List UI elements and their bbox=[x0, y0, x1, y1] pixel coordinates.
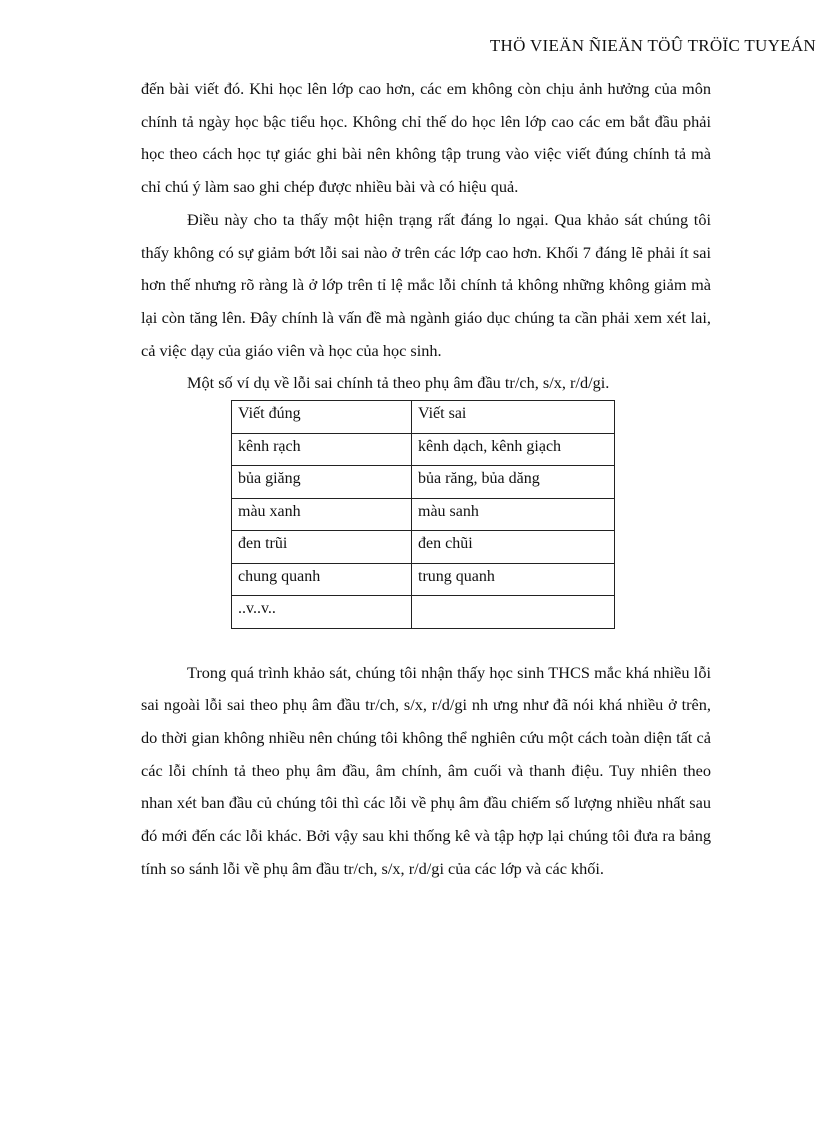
table-row bbox=[232, 596, 615, 629]
paragraph-2: Điều này cho ta thấy một hiện trạng rất đáng lo ngại. Qua khảo sát chúng tôi thấy không có sự giảm bớt lỗi sai nào ở trên các lớp cao hơn. Khối 7 đáng lẽ phải ít sai hơn thế nhưng rõ ràng là ở lớp trên tỉ lệ mắc lỗi chính tả không những không giảm mà lại còn tăng lên. Đây chính là vấn đề mà ngành giáo dục chúng ta cần phải xem xét lai, cả việc dạy của giáo viên và học của học sinh. bbox=[141, 209, 711, 360]
page-header: THÖ VIEÄN ÑIEÄN TÖÛ TRÖÏC TUYEÁN bbox=[489, 36, 816, 55]
table-header-row bbox=[232, 401, 615, 434]
table-row bbox=[232, 433, 615, 466]
table-caption: Một số ví dụ về lỗi sai chính tả theo phụ âm đầu tr/ch, s/x, r/d/gi. bbox=[187, 373, 610, 393]
table-row bbox=[232, 466, 615, 499]
cell-incorrect: trung quanh bbox=[412, 563, 615, 596]
cell-correct: màu xanh bbox=[232, 498, 412, 531]
column-header-incorrect: Viết sai bbox=[412, 401, 615, 434]
column-header-correct: Viết đúng bbox=[232, 401, 412, 434]
cell-correct: ..v..v.. bbox=[232, 596, 412, 629]
cell-correct: kênh rạch bbox=[232, 433, 412, 466]
cell-correct: đen trũi bbox=[232, 531, 412, 564]
paragraph-1: đến bài viết đó. Khi học lên lớp cao hơn, các em không còn chịu ảnh hưởng của môn chính tả ngày học bậc tiểu học. Không chỉ thế do học lên lớp cao các em bắt đầu phải học theo cách học tự giác ghi bài nên không tập trung vào việc viết đúng chính tả mà chỉ chú ý làm sao ghi chép được nhiều bài và có hiệu quả. bbox=[141, 79, 711, 197]
spelling-examples-table bbox=[231, 400, 615, 629]
cell-incorrect: đen chũi bbox=[412, 531, 615, 564]
cell-correct: bủa giăng bbox=[232, 466, 412, 499]
cell-correct: chung quanh bbox=[232, 563, 412, 596]
paragraph-3: Trong quá trình khảo sát, chúng tôi nhận thấy học sinh THCS mắc khá nhiều lỗi sai ngoài lỗi sai theo phụ âm đầu tr/ch, s/x, r/d/gi nh ưng như đã nói khá nhiều ở trên, do thời gian không nhiều nên chúng tôi không thể nghiên cứu một cách toàn diện tất cả các lỗi chính tả theo phụ âm đầu, âm chính, âm cuối và thanh điệu. Tuy nhiên theo nhan xét ban đầu củ chúng tôi thì các lỗi về phụ âm đầu chiếm số lượng nhiều nhất sau đó mới đến các lỗi khác. Bởi vậy sau khi thống kê và tập hợp lại chúng tôi đưa ra bảng tính so sánh lỗi về phụ âm đầu tr/ch, s/x, r/d/gi của các lớp và các khối. bbox=[141, 662, 711, 878]
document-body bbox=[141, 73, 711, 885]
table-row bbox=[232, 531, 615, 564]
cell-incorrect: kênh dạch, kênh giạch bbox=[412, 433, 615, 466]
cell-incorrect: bủa răng, bủa dăng bbox=[412, 466, 615, 499]
cell-incorrect: màu sanh bbox=[412, 498, 615, 531]
table-row bbox=[232, 498, 615, 531]
cell-incorrect bbox=[412, 596, 615, 629]
table-row bbox=[232, 563, 615, 596]
